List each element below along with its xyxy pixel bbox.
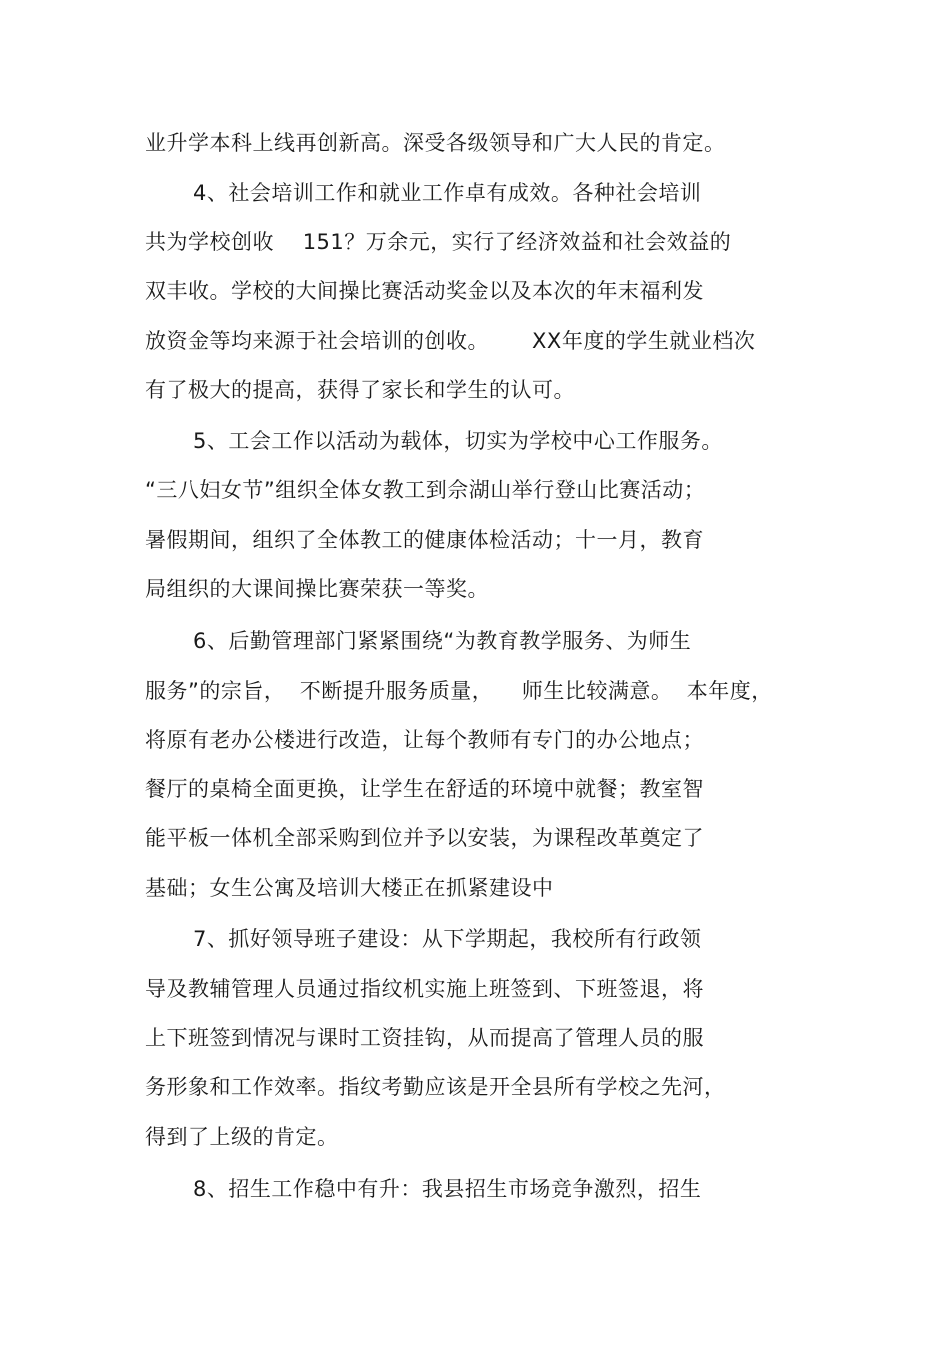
paragraph-7-line-4: 务形象和工作效率。指纹考勤应该是开全县所有学校之先河， (145, 1075, 726, 1099)
paragraph-4-line-3: 双丰收。学校的大间操比赛活动奖金以及本次的年末福利发 (145, 279, 704, 303)
paragraph-6-line-2: 服务”的宗旨， 不断提升服务质量， 师生比较满意。 本年度， (145, 679, 773, 703)
text-line-1: 业升学本科上线再创新高。深受各级领导和广大人民的肯定。 (145, 131, 726, 155)
paragraph-7-line-1: 7、抓好领导班子建设：从下学期起，我校所有行政领 (193, 927, 702, 951)
paragraph-5-line-3: 暑假期间，组织了全体教工的健康体检活动；十一月，教育 (145, 528, 704, 552)
paragraph-6-line-1: 6、后勤管理部门紧紧围绕“为教育教学服务、为师生 (193, 629, 692, 653)
paragraph-5-line-2: “三八妇女节”组织全体女教工到佘湖山举行登山比赛活动； (145, 478, 706, 502)
paragraph-4-line-4: 放资金等均来源于社会培训的创收。 XX年度的学生就业档次 (145, 329, 756, 353)
paragraph-4-line-1: 4、社会培训工作和就业工作卓有成效。各种社会培训 (193, 181, 702, 205)
paragraph-5-line-1: 5、工会工作以活动为载体，切实为学校中心工作服务。 (193, 429, 723, 453)
paragraph-6-line-3: 将原有老办公楼进行改造，让每个教师有专门的办公地点； (145, 728, 704, 752)
paragraph-4-line-2: 共为学校创收 151？万余元，实行了经济效益和社会效益的 (145, 230, 732, 254)
paragraph-6-line-5: 能平板一体机全部采购到位并予以安装，为课程改革奠定了 (145, 826, 704, 850)
paragraph-5-line-4: 局组织的大课间操比赛荣获一等奖。 (145, 577, 489, 601)
paragraph-7-line-2: 导及教辅管理人员通过指纹机实施上班签到、下班签退，将 (145, 977, 704, 1001)
paragraph-7-line-5: 得到了上级的肯定。 (145, 1125, 339, 1149)
paragraph-7-line-3: 上下班签到情况与课时工资挂钩，从而提高了管理人员的服 (145, 1026, 704, 1050)
paragraph-4-line-5: 有了极大的提高，获得了家长和学生的认可。 (145, 378, 575, 402)
paragraph-6-line-6: 基础；女生公寓及培训大楼正在抓紧建设中 (145, 876, 554, 900)
paragraph-6-line-4: 餐厅的桌椅全面更换，让学生在舒适的环境中就餐；教室智 (145, 777, 704, 801)
paragraph-8-line-1: 8、招生工作稳中有升：我县招生市场竞争激烈，招生 (193, 1177, 702, 1201)
